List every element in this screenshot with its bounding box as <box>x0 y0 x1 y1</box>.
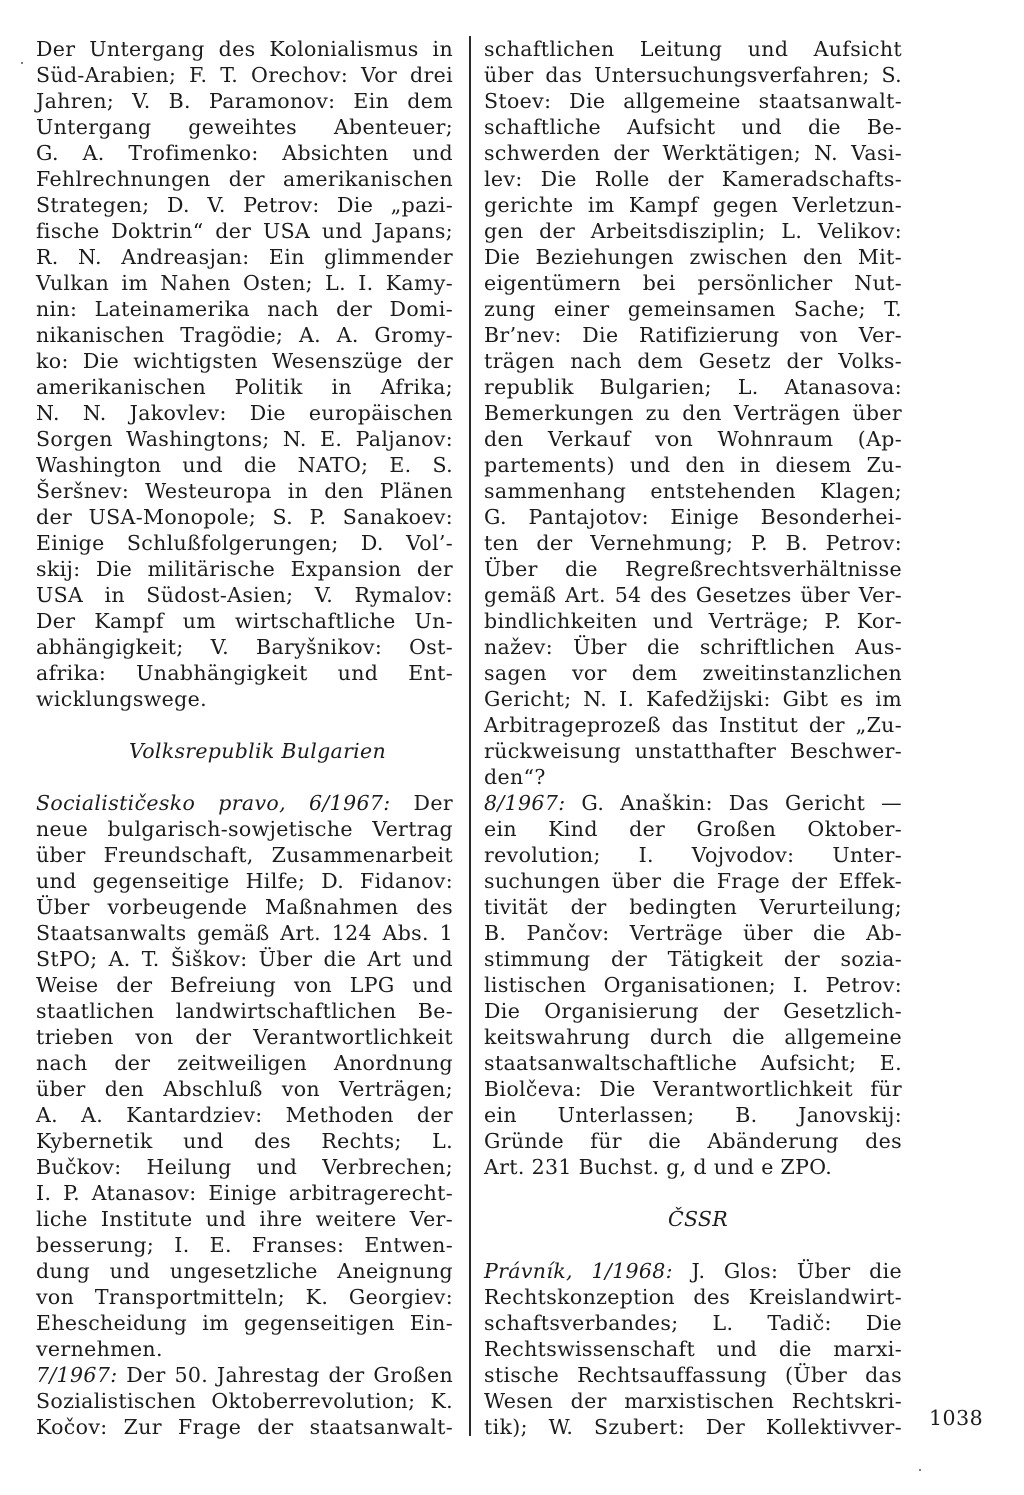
issue-entry-7-1967 <box>36 1362 453 1388</box>
text-line: tik); W. Szubert: Der Kollektivver- <box>484 1415 902 1439</box>
spacer <box>484 1180 902 1206</box>
text-line: schaftliche Aufsicht und die Be- <box>484 115 902 139</box>
scan-speck <box>21 62 23 64</box>
text-line: Fehlrechnungen der amerikanischen <box>36 167 453 191</box>
text-line: sagen vor dem zweitinstanzlichen <box>484 661 902 685</box>
text-line: Br’nev: Die Ratifizierung von Ver- <box>484 323 902 347</box>
text-line: afrika: Unabhängigkeit und Ent- <box>36 661 453 685</box>
text-line: suchungen über die Frage der Effek- <box>484 869 902 893</box>
text-line: B. Pančov: Verträge über die Ab- <box>484 921 902 945</box>
text-line: Gericht; N. I. Kafedžijski: Gibt es im <box>484 687 902 711</box>
text-line: A. A. Kantardziev: Methoden der <box>36 1103 453 1127</box>
text-line: über das Untersuchungsverfahren; S. <box>484 63 902 87</box>
journal-title: Právník, 1/1968: <box>484 1259 673 1283</box>
spacer <box>484 1232 902 1258</box>
text-line: der USA-Monopole; S. P. Sanakoev: <box>36 505 453 529</box>
text-line: Bučkov: Heilung und Verbrechen; <box>36 1155 453 1179</box>
left-column <box>36 36 453 1440</box>
text-line: rückweisung unstatthafter Beschwer- <box>484 739 902 763</box>
text-line: ko: Die wichtigsten Wesenszüge der <box>36 349 453 373</box>
text-line: Sozialistischen Oktoberrevolution; K. <box>36 1389 453 1413</box>
text-line: den Verkauf von Wohnraum (Ap- <box>484 427 902 451</box>
text-line: Stoev: Die allgemeine staatsanwalt- <box>484 89 902 113</box>
issue-number: 8/1967: <box>484 791 566 815</box>
text-line: Jahren; V. B. Paramonov: Ein dem <box>36 89 453 113</box>
text-line: staatlichen landwirtschaftlichen Be- <box>36 999 453 1023</box>
text-line: eigentümern bei persönlicher Nut- <box>484 271 902 295</box>
issue-entry-text: G. Anaškin: Das Gericht — <box>565 791 902 815</box>
text-line: Der Untergang des Kolonialismus in <box>36 37 453 61</box>
journal-entry-text: J. Glos: Über die <box>672 1259 902 1283</box>
text-line: nažev: Über die schriftlichen Aus- <box>484 635 902 659</box>
text-line: gerichte im Kampf gegen Verletzun- <box>484 193 902 217</box>
text-line: Rechtswissenschaft und die marxi- <box>484 1337 902 1361</box>
text-line: keitswahrung durch die allgemeine <box>484 1025 902 1049</box>
text-line: Kybernetik und des Rechts; L. <box>36 1129 453 1153</box>
text-line: besserung; I. E. Franses: Entwen- <box>36 1233 453 1257</box>
text-line: Washington und die NATO; E. S. <box>36 453 453 477</box>
right-text-block-1 <box>484 36 902 790</box>
journal-title: Socialističesko pravo, 6/1967: <box>36 791 391 815</box>
text-line: Weise der Befreiung von LPG und <box>36 973 453 997</box>
text-line: listischen Organisationen; I. Petrov: <box>484 973 902 997</box>
left-text-block-1 <box>36 36 453 712</box>
text-line: Art. 231 Buchst. g, d und e ZPO. <box>484 1155 833 1179</box>
issue-number: 7/1967: <box>36 1363 118 1387</box>
text-line: den“? <box>484 765 546 789</box>
text-line: Wesen der marxistischen Rechtskri- <box>484 1389 902 1413</box>
text-line: Šeršnev: Westeuropa in den Plänen <box>36 479 453 503</box>
text-line: fische Doktrin“ der USA und Japans; <box>36 219 453 243</box>
text-line: Strategen; D. V. Petrov: Die „pazi- <box>36 193 453 217</box>
text-line: Die Beziehungen zwischen den Mit- <box>484 245 902 269</box>
section-heading-bulgarien: Volksrepublik Bulgarien <box>129 739 386 763</box>
journal-entry-pravnik <box>484 1258 902 1284</box>
issue-entry-8-1967 <box>484 790 902 816</box>
text-line: stische Rechtsauffassung (Über das <box>484 1363 902 1387</box>
text-line: neue bulgarisch-sowjetische Vertrag <box>36 817 453 841</box>
text-line: sammenhang entstehenden Klagen; <box>484 479 902 503</box>
text-line: Vulkan im Nahen Osten; L. I. Kamy- <box>36 271 453 295</box>
left-text-block-3 <box>36 1388 453 1440</box>
text-line: Sorgen Washingtons; N. E. Paljanov: <box>36 427 453 451</box>
text-line: liche Institute und ihre weitere Ver- <box>36 1207 453 1231</box>
text-line: USA in Südost-Asien; V. Rymalov: <box>36 583 453 607</box>
text-line: schaftsverbandes; L. Tadič: Die <box>484 1311 902 1335</box>
page-number: 1038 <box>929 1406 984 1430</box>
text-line: nin: Lateinamerika nach der Domi- <box>36 297 453 321</box>
left-text-block-2 <box>36 816 453 1362</box>
text-line: Ehescheidung im gegenseitigen Ein- <box>36 1311 453 1335</box>
text-line: nach der zeitweiligen Anordnung <box>36 1051 453 1075</box>
text-line: abhängigkeit; V. Baryšnikov: Ost- <box>36 635 453 659</box>
right-text-block-3 <box>484 1284 902 1440</box>
text-line: skij: Die militärische Expansion der <box>36 557 453 581</box>
text-line: G. Pantajotov: Einige Besonderhei- <box>484 505 902 529</box>
text-line: Rechtskonzeption des Kreislandwirt- <box>484 1285 902 1309</box>
journal-entry-text: Der <box>390 791 453 815</box>
text-line: lev: Die Rolle der Kameradschafts- <box>484 167 902 191</box>
text-line: trägen nach dem Gesetz der Volks- <box>484 349 902 373</box>
text-line: von Transportmitteln; K. Georgiev: <box>36 1285 453 1309</box>
journal-entry-socialistichesko-pravo <box>36 790 453 816</box>
text-line: vernehmen. <box>36 1337 163 1361</box>
spacer <box>36 764 453 790</box>
text-line: republik Bulgarien; L. Atanasova: <box>484 375 902 399</box>
text-line: bindlichkeiten und Verträge; P. Kor- <box>484 609 902 633</box>
text-line: partements) und den in diesem Zu- <box>484 453 902 477</box>
text-line: Gründe für die Abänderung des <box>484 1129 902 1153</box>
text-line: ten der Vernehmung; P. B. Petrov: <box>484 531 902 555</box>
text-line: Der Kampf um wirtschaftliche Un- <box>36 609 453 633</box>
scan-speck <box>919 1469 921 1471</box>
issue-entry-text: Der 50. Jahrestag der Großen <box>117 1363 453 1387</box>
text-line: Über die Regreßrechtsverhältnisse <box>484 557 902 581</box>
text-line: Die Organisierung der Gesetzlich- <box>484 999 902 1023</box>
text-line: I. P. Atanasov: Einige arbitragerecht- <box>36 1181 453 1205</box>
text-line: Bemerkungen zu den Verträgen über <box>484 401 902 425</box>
section-heading-cssr: ČSSR <box>667 1207 729 1231</box>
text-line: tivität der bedingten Verurteilung; <box>484 895 902 919</box>
text-line: N. N. Jakovlev: Die europäischen <box>36 401 453 425</box>
text-line: ein Kind der Großen Oktober- <box>484 817 902 841</box>
text-line: wicklungswege. <box>36 687 207 711</box>
text-line: R. N. Andreasjan: Ein glimmender <box>36 245 453 269</box>
right-column <box>484 36 902 1440</box>
text-line: schaftlichen Leitung und Aufsicht <box>484 37 902 61</box>
text-line: revolution; I. Vojvodov: Unter- <box>484 843 902 867</box>
text-line: stimmung der Tätigkeit der sozia- <box>484 947 902 971</box>
text-line: Untergang geweihtes Abenteuer; <box>36 115 453 139</box>
text-line: Biolčeva: Die Verantwortlichkeit für <box>484 1077 902 1101</box>
text-line: Staatsanwalts gemäß Art. 124 Abs. 1 <box>36 921 453 945</box>
column-divider <box>469 36 471 1436</box>
right-text-block-2 <box>484 816 902 1180</box>
spacer <box>36 712 453 738</box>
text-line: gemäß Art. 54 des Gesetzes über Ver- <box>484 583 902 607</box>
text-line: ein Unterlassen; B. Janovskij: <box>484 1103 902 1127</box>
text-line: über Freundschaft, Zusammenarbeit <box>36 843 453 867</box>
text-line: über den Abschluß von Verträgen; <box>36 1077 453 1101</box>
text-line: Kočov: Zur Frage der staatsanwalt- <box>36 1415 453 1439</box>
text-line: gen der Arbeitsdisziplin; L. Velikov: <box>484 219 902 243</box>
text-line: nikanischen Tragödie; A. A. Gromy- <box>36 323 453 347</box>
text-line: amerikanischen Politik in Afrika; <box>36 375 453 399</box>
text-line: trieben von der Verantwortlichkeit <box>36 1025 453 1049</box>
text-line: Süd-Arabien; F. T. Orechov: Vor drei <box>36 63 453 87</box>
text-line: und gegenseitige Hilfe; D. Fidanov: <box>36 869 453 893</box>
text-line: Einige Schlußfolgerungen; D. Vol’- <box>36 531 453 555</box>
text-line: Arbitrageprozeß das Institut der „Zu- <box>484 713 902 737</box>
text-line: zung einer gemeinsamen Sache; T. <box>484 297 902 321</box>
text-line: G. A. Trofimenko: Absichten und <box>36 141 453 165</box>
text-line: schwerden der Werktätigen; N. Vasi- <box>484 141 902 165</box>
text-line: Über vorbeugende Maßnahmen des <box>36 895 453 919</box>
text-line: dung und ungesetzliche Aneignung <box>36 1259 453 1283</box>
text-line: staatsanwaltschaftliche Aufsicht; E. <box>484 1051 902 1075</box>
text-line: StPO; A. T. Šiškov: Über die Art und <box>36 947 453 971</box>
